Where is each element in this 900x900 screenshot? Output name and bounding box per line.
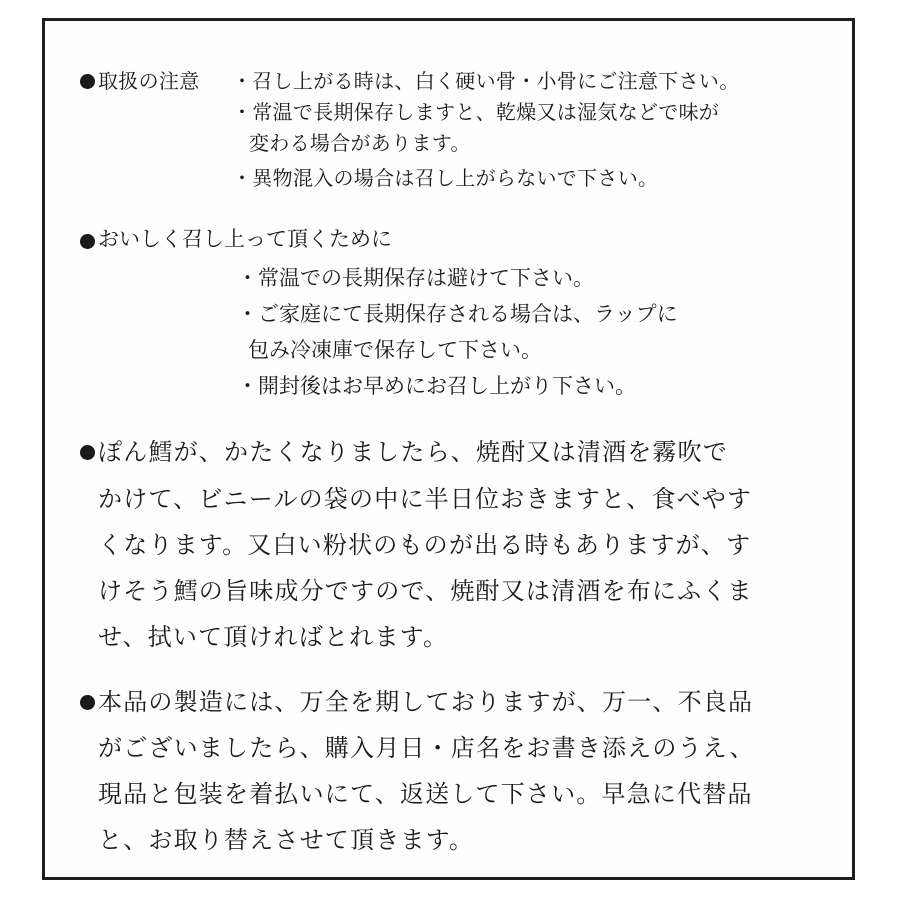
handling-item-2-cont: 変わる場合があります。	[249, 131, 471, 155]
hardening-line-1: ぽん鱈が、かたくなりましたら、焼酎又は清酒を霧吹で	[98, 438, 728, 466]
handling-heading: 取扱の注意	[98, 69, 200, 93]
bullet-dot-icon	[80, 234, 95, 249]
handling-item-2: ・常温で長期保存しますと、乾燥又は湿気などで味が	[232, 100, 720, 124]
defect-line-1: 本品の製造には、万全を期しておりますが、万一、不良品	[98, 688, 754, 716]
handling-item-3: ・異物混入の場合は召し上がらないで下さい。	[232, 166, 659, 190]
defect-line-3: 現品と包装を着払いにて、返送して下さい。早急に代替品	[98, 780, 753, 808]
enjoyment-item-1: ・常温での長期保存は避けて下さい。	[237, 266, 594, 290]
handling-item-1: ・召し上がる時は、白く硬い骨・小骨にご注意下さい。	[232, 69, 740, 93]
bullet-dot-icon	[80, 74, 95, 89]
notice-frame	[42, 18, 855, 880]
defect-line-2: がございましたら、購入月日・店名をお書き添えのうえ、	[98, 734, 755, 762]
enjoyment-heading: おいしく召し上って頂くために	[98, 227, 392, 251]
bullet-dot-icon	[80, 445, 95, 460]
hardening-line-3: くなります。又白い粉状のものが出る時もありますが、す	[98, 531, 752, 559]
hardening-line-4: けそう鱈の旨味成分ですので、焼酎又は清酒を布にふくま	[98, 577, 753, 605]
defect-line-4: と、お取り替えさせて頂きます。	[98, 826, 475, 854]
hardening-line-2: かけて、ビニールの袋の中に半日位おきますと、食べやす	[98, 485, 753, 513]
hardening-line-5: せ、拭いて頂ければとれます。	[98, 623, 449, 651]
enjoyment-item-2-cont: 包み冷凍庫で保存して下さい。	[248, 338, 542, 362]
bullet-dot-icon	[80, 695, 95, 710]
enjoyment-item-2: ・ご家庭にて長期保存される場合は、ラップに	[237, 302, 678, 326]
enjoyment-item-3: ・開封後はお早めにお召し上がり下さい。	[237, 374, 636, 398]
